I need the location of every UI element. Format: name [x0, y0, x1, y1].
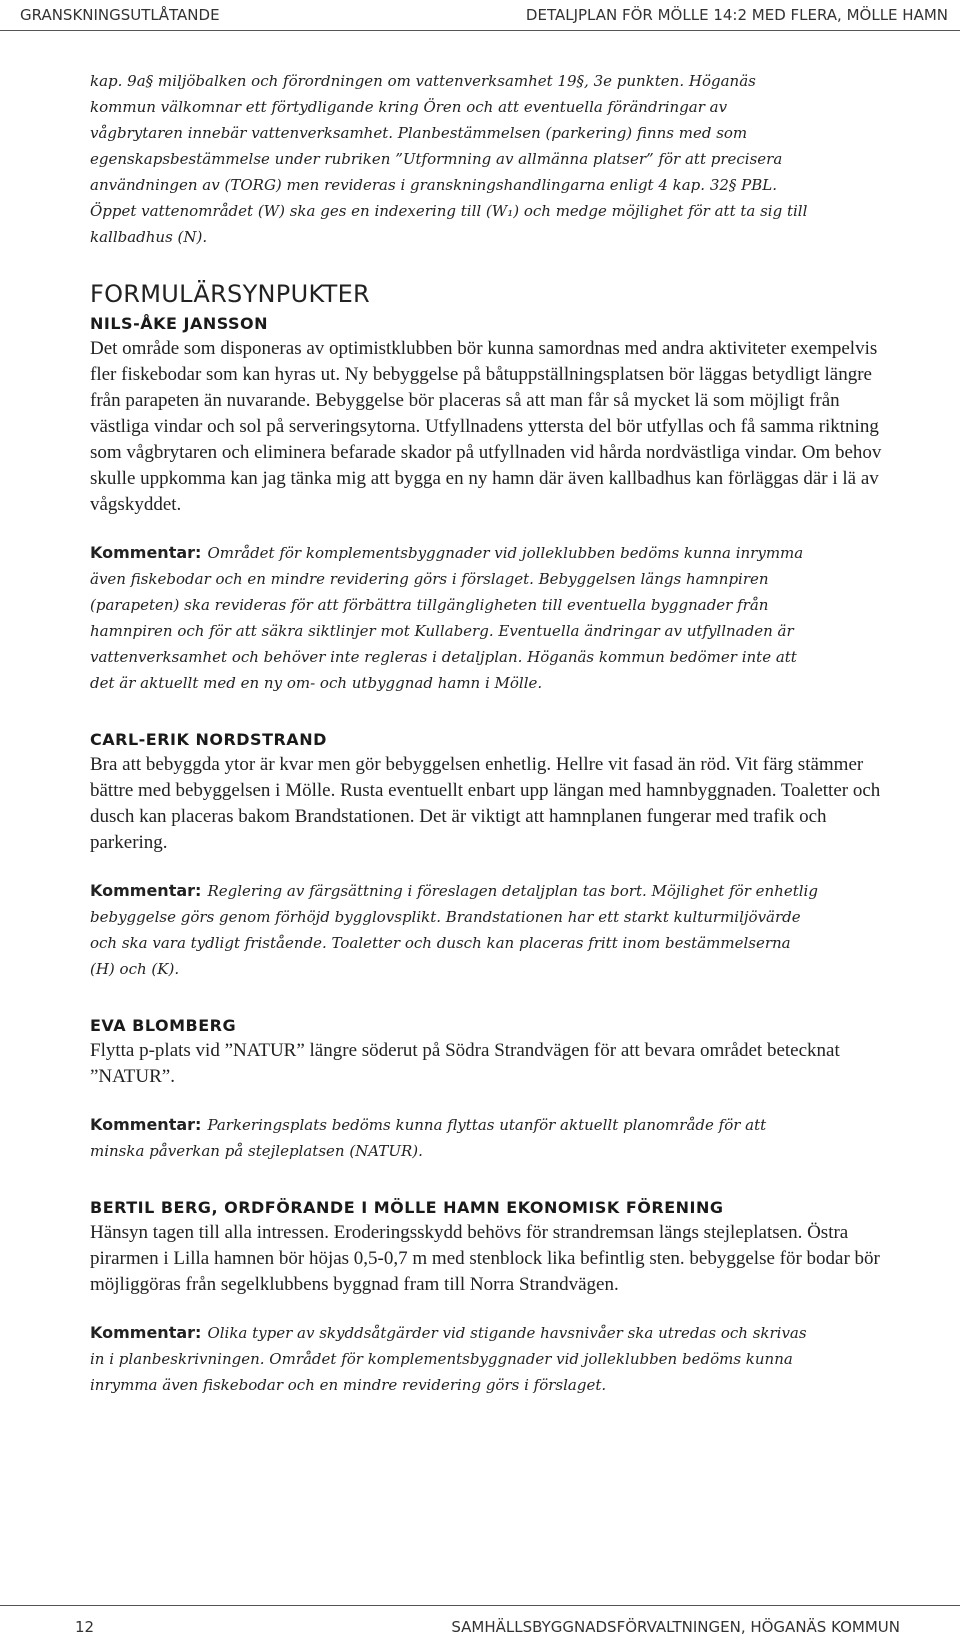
comment-text: Parkeringsplats bedöms kunna flyttas utanför aktuellt planområde för att minska påverkan på stejleplatsen (NATUR).	[90, 1116, 767, 1160]
page-header	[0, 0, 960, 31]
comment-label: Kommentar:	[90, 1115, 202, 1134]
entry	[90, 728, 890, 982]
comment-text: Området för komplementsbyggnader vid jolleklubben bedöms kunna inrymma även fiskebodar och en mindre revidering görs i förslaget. Bebyggelsen längs hamnpiren (parapeten) ska revideras för att förbättra tillgängligheten till eventuella byggnader från hamnpiren och för att säkra siktlinjer mot Kullaberg. Eventuella ändringar av utfyllnaden är vattenverksamhet och behöver inte regleras i detaljplan. Höganäs kommun bedömer inte att det är aktuellt med en ny om- och utbyggnad hamn i Mölle.	[90, 544, 804, 692]
comment-text: Reglering av färgsättning i föreslagen detaljplan tas bort. Möjlighet för enhetlig bebyggelse görs genom förhöjd bygglovsplikt. Brandstationen har ett starkt kulturmiljövärde och ska vara tydligt fristående. Toaletter och dusch kan placeras fritt inom bestämmelserna (H) och (K).	[90, 882, 818, 978]
entry	[90, 1196, 890, 1398]
entry-author: NILS-ÅKE JANSSON	[90, 314, 269, 333]
document-type: GRANSKNINGSUTLÅTANDE	[20, 6, 220, 24]
intro-comment: kap. 9a§ miljöbalken och förordningen om vattenverksamhet 19§, 3e punkten. Höganäs kommun välkomnar ett förtydligande kring Ören och att eventuella förändringar av vågbrytaren innebär vattenverksamhet. Planbestämmelsen (parkering) finns med som egenskapsbestämmelse under rubriken ”Utformning av allmänna platser” för att precisera användningen av (TORG) men revideras i granskningshandlingarna enligt 4 kap. 32§ PBL. Öppet vattenområdet (W) ska ges en indexering till (W₁) och medge möjlighet för att ta sig till kallbadhus (N).	[90, 72, 808, 246]
entry	[90, 1014, 890, 1164]
entry-comment	[90, 1112, 820, 1164]
organization-name: SAMHÄLLSBYGGNADSFÖRVALTNINGEN, HÖGANÄS KOMMUN	[451, 1618, 900, 1636]
entry-comment	[90, 878, 820, 982]
document-title: DETALJPLAN FÖR MÖLLE 14:2 MED FLERA, MÖLLE HAMN	[525, 6, 948, 24]
entry-text: Hänsyn tagen till alla intressen. Eroderingsskydd behövs för strandremsan längs stejleplatsen. Östra pirarmen i Lilla hamnen bör höjas 0,5-0,7 m med stenblock lika befintlig sten. bebyggelse för bodar bör möjliggöras från segelklubbens byggnad fram till Norra Strandvägen.	[90, 1222, 880, 1295]
section-title: FORMULÄRSYNPUKTER	[90, 280, 371, 308]
entry-comment	[90, 1320, 820, 1398]
entry-author: CARL-ERIK NORDSTRAND	[90, 730, 327, 749]
page-footer	[0, 1605, 960, 1642]
entry-author: EVA BLOMBERG	[90, 1016, 237, 1035]
page-content	[90, 68, 890, 1398]
comment-label: Kommentar:	[90, 881, 202, 900]
entry-comment	[90, 540, 820, 696]
entry	[90, 312, 890, 696]
entry-text: Flytta p-plats vid ”NATUR” längre söderut på Södra Strandvägen för att bevara området betecknat ”NATUR”.	[90, 1040, 840, 1087]
entry-text: Det område som disponeras av optimistklubben bör kunna samordnas med andra aktiviteter exempelvis fler fiskebodar som kan hyras ut. Ny bebyggelse på båtuppställningsplatsen bör läggas betydligt längre från parapeten än nuvarande. Bebyggelse bör placeras så att man får så mycket lä som möjligt från västliga vindar och sol på serveringsytorna. Utfyllnadens yttersta del bör utfyllas och få samma riktning som vågbrytaren och eliminera befarade skador på utfyllnaden vid hårda nordvästliga vindar. Om behov skulle uppkomma kan jag tänka mig att bygga en ny hamn där även kallbadhus kan förläggas där i lä av vågskyddet.	[90, 338, 882, 515]
entry-author: BERTIL BERG, ORDFÖRANDE I MÖLLE HAMN EKONOMISK FÖRENING	[90, 1198, 724, 1217]
comment-label: Kommentar:	[90, 543, 202, 562]
page-number: 12	[75, 1618, 95, 1636]
comment-text: Olika typer av skyddsåtgärder vid stigande havsnivåer ska utredas och skrivas in i planbeskrivningen. Området för komplementsbyggnader vid jolleklubben bedöms kunna inrymma även fiskebodar och en mindre revidering görs i förslaget.	[90, 1324, 807, 1394]
comment-label: Kommentar:	[90, 1323, 202, 1342]
entry-text: Bra att bebyggda ytor är kvar men gör bebyggelsen enhetlig. Hellre vit fasad än röd. Vit färg stämmer bättre med bebyggelsen i Mölle. Rusta eventuellt enbart upp längan med hamnbyggnaden. Toaletter och dusch kan placeras bakom Brandstationen. Det är viktigt att hamnplanen fungerar med trafik och parkering.	[90, 754, 881, 853]
